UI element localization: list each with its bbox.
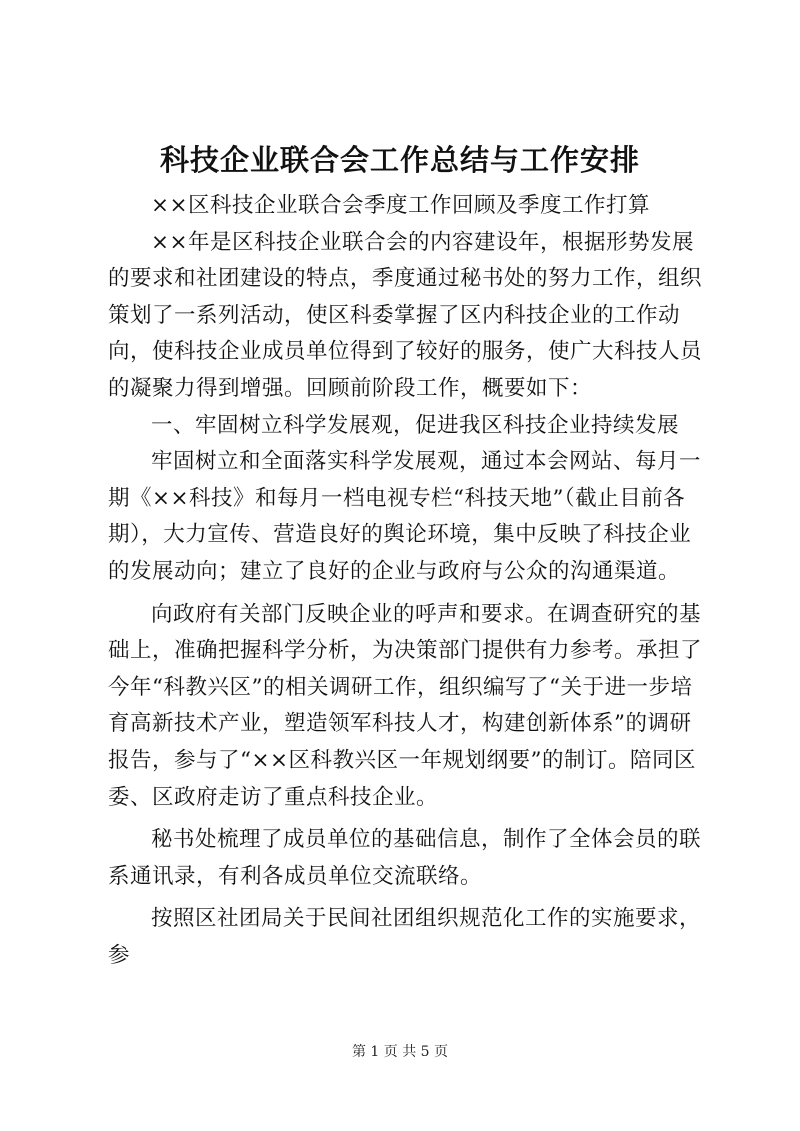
document-title: 科技企业联合会工作总结与工作安排	[159, 143, 640, 177]
document-subtitle: ××区科技企业联合会季度工作回顾及季度工作打算	[151, 193, 651, 218]
paragraph-research: 向政府有关部门反映企业的呼声和要求。在调查研究的基础上，准确把握科学分析，为决策部门提供有力参考。承担了今年“科教兴区”的相关调研工作，组织编写了“关于进一步培育高新技术产业，塑造领军科技人才，构建创新体系”的调研报告，参与了“××区科教兴区一年规划纲要”的制订。陪同区委、区政府走访了重点科技企业。	[108, 601, 703, 810]
page-number: 第 1 页 共 5 页	[351, 1044, 449, 1060]
paragraph-publicity: 牢固树立和全面落实科学发展观，通过本会网站、每月一期《××科技》和每月一档电视专栏“科技天地”（截止目前各期），大力宣传、营造良好的舆论环境，集中反映了科技企业的发展动向；建立了良好的企业与政府与公众的沟通渠道。	[108, 449, 702, 584]
paragraph-standardization: 按照区社团局关于民间社团组织规范化工作的实施要求，参	[108, 906, 702, 968]
document-body	[108, 188, 704, 974]
paragraph-intro: ××年是区科技企业联合会的内容建设年，根据形势发展的要求和社团建设的特点，季度通过秘书处的努力工作，组织策划了一系列活动，使区科委掌握了区内科技企业的工作动向，使科技企业成员单位得到了较好的服务，使广大科技人员的凝聚力得到增强。回顾前阶段工作，概要如下：	[108, 229, 703, 401]
section-heading-1: 一、牢固树立科学发展观，促进我区科技企业持续发展	[151, 412, 680, 438]
page-footer	[0, 1042, 800, 1062]
paragraph-secretariat: 秘书处梳理了成员单位的基础信息，制作了全体会员的联系通讯录，有利各成员单位交流联络。	[108, 827, 702, 889]
